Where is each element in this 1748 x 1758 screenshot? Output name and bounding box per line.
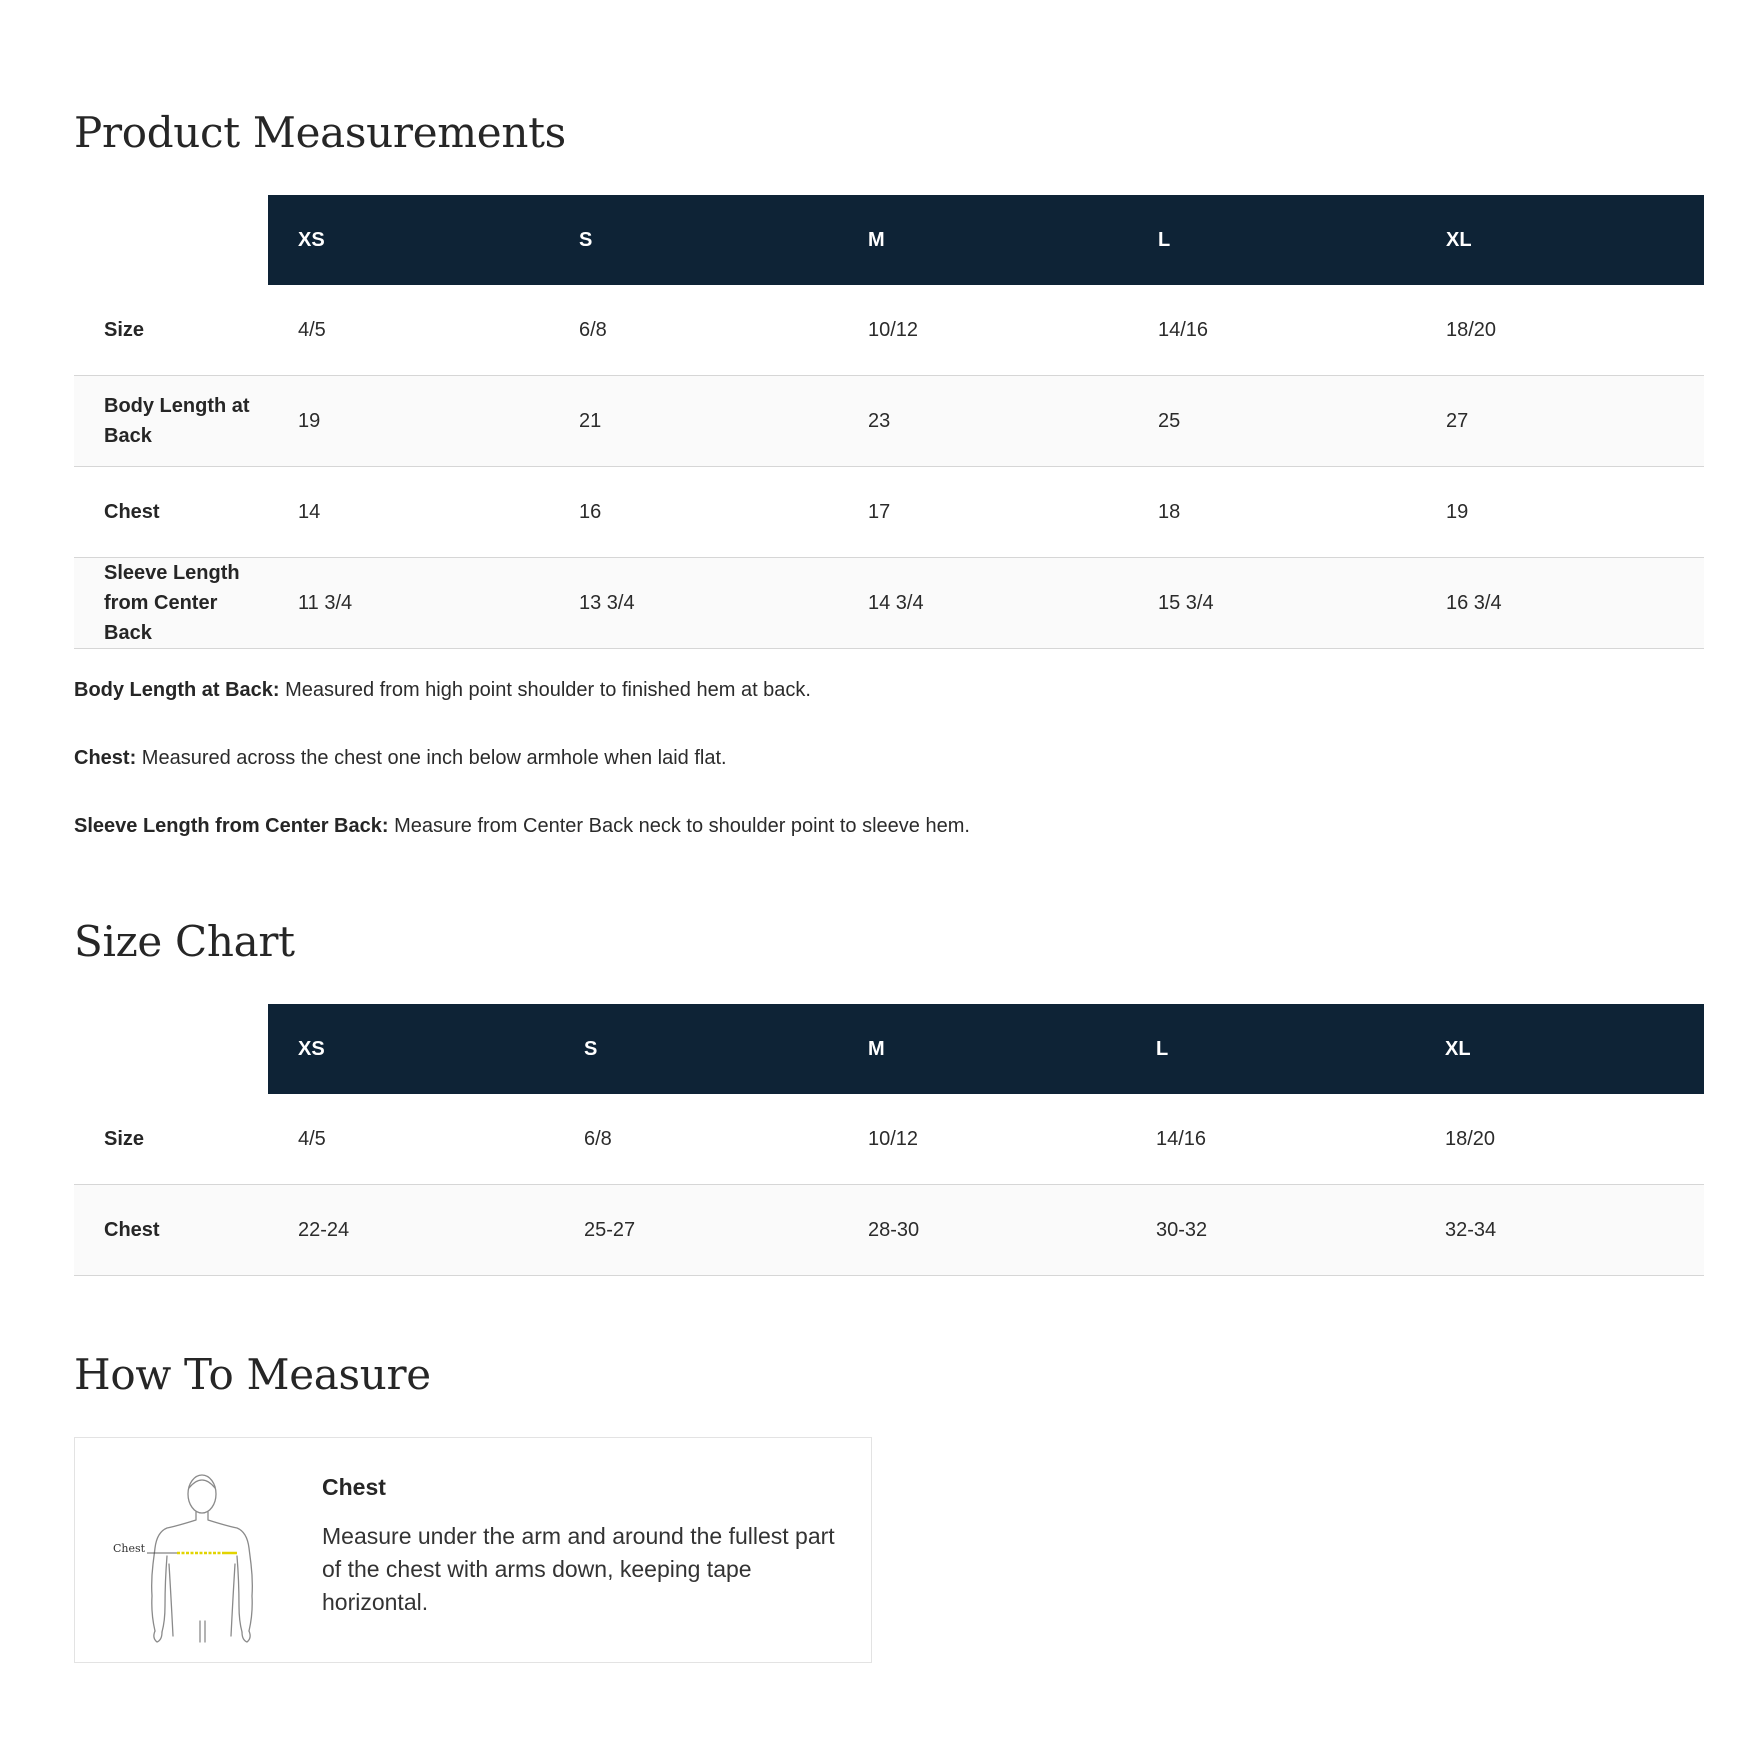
table-cell: 4/5 [268,285,549,376]
header-corner [74,1004,268,1094]
note-text: Measured from high point shoulder to finished hem at back. [279,679,811,701]
table-cell: 21 [549,376,838,467]
table-cell: 14/16 [1126,1094,1415,1185]
note-body-length [74,678,1704,702]
how-to-measure-card [74,1437,872,1663]
table-cell: 16 [549,467,838,558]
row-label: Chest [74,1185,268,1276]
row-label: Body Length at Back [74,376,268,467]
note-term: Sleeve Length from Center Back: [74,815,389,837]
card-title: Chest [322,1474,386,1500]
note-term: Chest: [74,747,137,769]
table-cell: 4/5 [268,1094,554,1185]
size-chart-title: Size Chart [74,917,295,966]
figure-chest-label: Chest [113,1542,146,1555]
table-cell: 14/16 [1128,285,1416,376]
table-cell: 18/20 [1416,285,1704,376]
header-size-l: L [1126,1004,1415,1094]
product-measurements-table [74,195,1704,649]
header-size-xs: XS [268,1004,554,1094]
table-cell: 18 [1128,467,1416,558]
table-cell: 16 3/4 [1416,558,1704,649]
table-cell: 25 [1128,376,1416,467]
note-chest [74,746,1704,770]
chest-measurement-figure [105,1456,295,1646]
table-cell: 11 3/4 [268,558,549,649]
table-row [74,1185,1704,1276]
table-row [74,467,1704,558]
table-cell: 19 [268,376,549,467]
product-measurements-title: Product Measurements [74,108,566,157]
row-label: Size [74,1094,268,1185]
measurement-notes [74,678,1704,882]
table-cell: 32-34 [1415,1185,1704,1276]
header-size-l: L [1128,195,1416,285]
table-row [74,376,1704,467]
note-term: Body Length at Back: [74,679,280,701]
table-cell: 23 [838,376,1128,467]
size-chart-table [74,1004,1704,1276]
row-label: Chest [74,467,268,558]
table-cell: 27 [1416,376,1704,467]
note-text: Measure from Center Back neck to shoulder point to sleeve hem. [388,815,970,837]
header-size-xl: XL [1415,1004,1704,1094]
table-header-row [74,195,1704,285]
table-cell: 25-27 [554,1185,838,1276]
header-size-m: M [838,195,1128,285]
table-cell: 18/20 [1415,1094,1704,1185]
table-row [74,558,1704,649]
row-label: Size [74,285,268,376]
header-size-s: S [554,1004,838,1094]
table-cell: 14 [268,467,549,558]
table-cell: 30-32 [1126,1185,1415,1276]
table-cell: 10/12 [838,285,1128,376]
table-cell: 15 3/4 [1128,558,1416,649]
header-size-s: S [549,195,838,285]
table-cell: 10/12 [838,1094,1126,1185]
table-cell: 17 [838,467,1128,558]
header-size-m: M [838,1004,1126,1094]
note-sleeve-length [74,814,1704,838]
table-cell: 6/8 [554,1094,838,1185]
card-description: Measure under the arm and around the fullest part of the chest with arms down, keeping tape horizontal. [322,1523,835,1615]
table-cell: 14 3/4 [838,558,1128,649]
row-label: Sleeve Length from Center Back [74,558,268,649]
table-row [74,1094,1704,1185]
table-cell: 22-24 [268,1185,554,1276]
note-text: Measured across the chest one inch below armhole when laid flat. [136,747,727,769]
header-size-xl: XL [1416,195,1704,285]
table-cell: 13 3/4 [549,558,838,649]
table-row [74,285,1704,376]
header-corner [74,195,268,285]
table-header-row [74,1004,1704,1094]
table-cell: 28-30 [838,1185,1126,1276]
table-cell: 6/8 [549,285,838,376]
table-cell: 19 [1416,467,1704,558]
how-to-measure-title: How To Measure [74,1350,431,1399]
header-size-xs: XS [268,195,549,285]
